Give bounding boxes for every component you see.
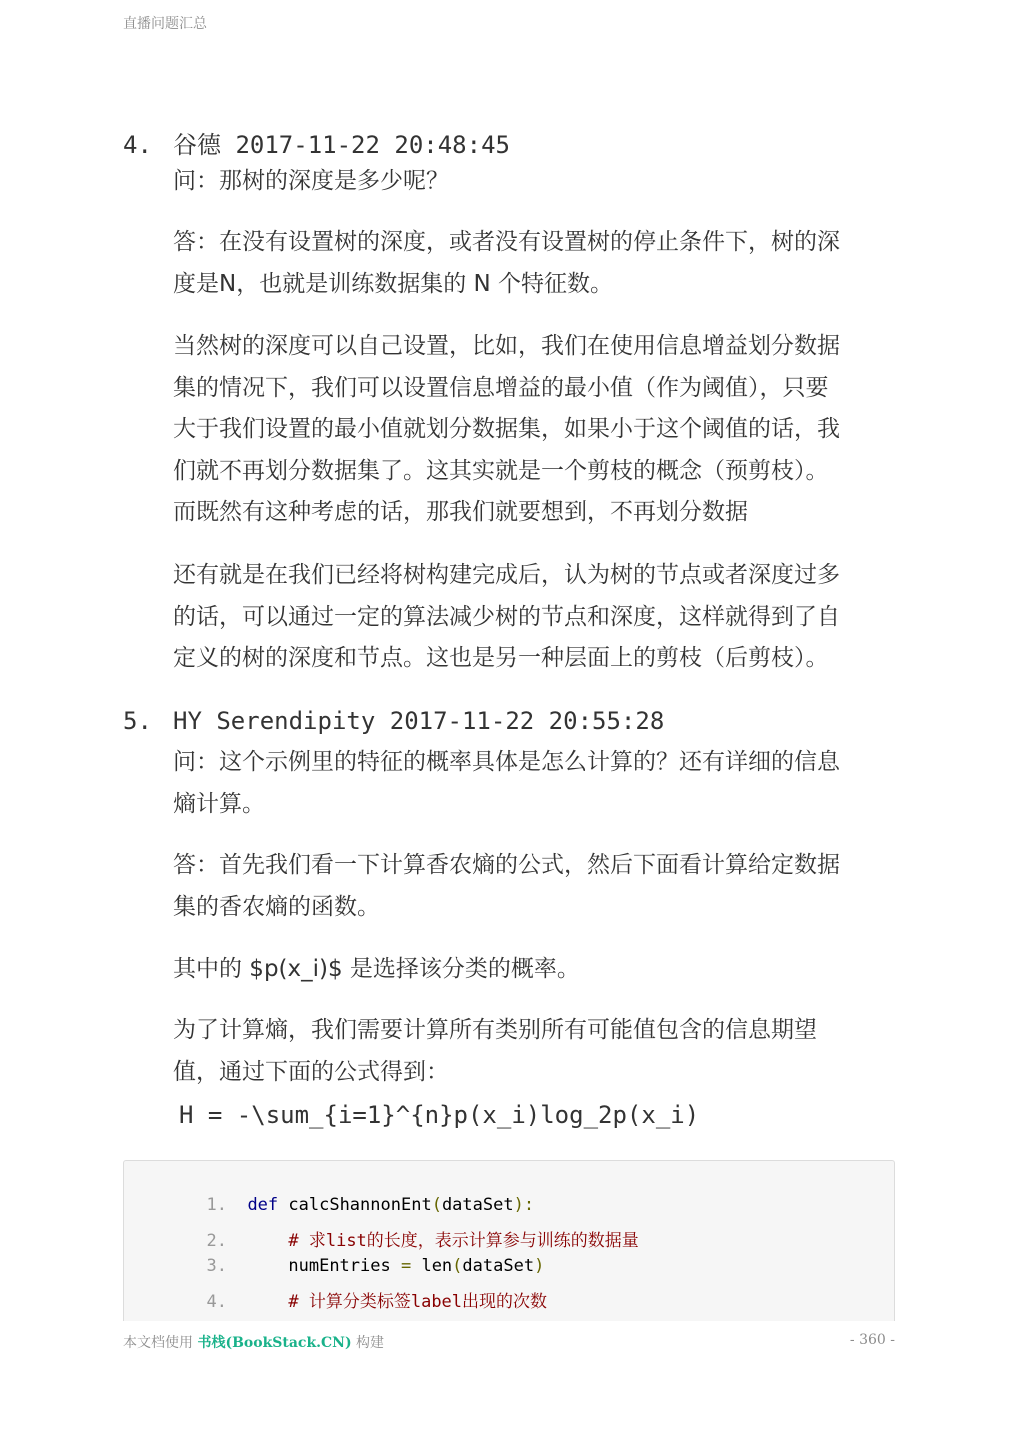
paragraph [173, 742, 895, 825]
text-line: 其中的 $p(x_i)$ 是选择该分类的概率。 [173, 956, 580, 982]
text-line: 答：首先我们看一下计算香农熵的公式，然后下面看计算给定数据 [173, 852, 840, 878]
paragraph [173, 222, 895, 305]
text-line: 大于我们设置的最小值就划分数据集，如果小于这个阈值的话，我 [173, 416, 840, 442]
paragraph [173, 845, 895, 928]
text-line: 定义的树的深度和节点。这也是另一种层面上的剪枝（后剪枝）。 [173, 645, 829, 671]
running-header: 直播问题汇总 [123, 16, 207, 32]
text-line: 熵计算。 [173, 790, 265, 817]
function-call: len [411, 1256, 453, 1276]
code-block [123, 1160, 895, 1321]
text-line: 问：这个示例里的特征的概率具体是怎么计算的？还有详细的信息 [173, 749, 840, 775]
item-heading-4 [123, 125, 510, 160]
argument: dataSet [441, 1195, 514, 1215]
text-line: 们就不再划分数据集了。这其实就是一个剪枝的概念（预剪枝）。 [173, 457, 829, 484]
footer-prefix: 本文档使用 [123, 1335, 198, 1351]
code-comment: # 求list的长度，表示计算参与训练的数据量 [247, 1231, 639, 1251]
argument: dataSet [462, 1256, 535, 1276]
text-line: 而既然有这种考虑的话，那我们就要想到，不再划分数据 [173, 499, 748, 525]
paren: ( [452, 1256, 463, 1276]
paren: ( [431, 1195, 442, 1215]
text-line: 问：那树的深度是多少呢？ [173, 168, 449, 194]
line-number: 2. [206, 1231, 227, 1251]
paragraph [173, 161, 895, 203]
line-number: 3. [206, 1256, 227, 1276]
text-line: 集的香农熵的函数。 [173, 893, 380, 920]
text-line: 还有就是在我们已经将树构建完成后，认为树的节点或者深度过多 [173, 562, 840, 588]
line-number: 4. [206, 1292, 227, 1312]
keyword: def [247, 1195, 279, 1215]
paragraph [173, 949, 895, 991]
text-line: 值，通过下面的公式得到： [173, 1058, 449, 1085]
code-line [124, 1236, 545, 1276]
footer-suffix: 构建 [351, 1335, 385, 1351]
bookstack-link[interactable]: 书栈(BookStack.CN) [197, 1335, 352, 1351]
code-line [124, 1206, 639, 1251]
page-number: - 360 - [849, 1332, 895, 1348]
text-line: 为了计算熵，我们需要计算所有类别所有可能值包含的信息期望 [173, 1017, 817, 1043]
text-line: 的话，可以通过一定的算法减少树的节点和深度，这样就得到了自 [173, 603, 840, 630]
item-heading-5 [123, 707, 664, 735]
code-line [124, 1267, 548, 1312]
text-line: 答：在没有设置树的深度，或者没有设置树的停止条件下，树的深 [173, 229, 840, 255]
identifier: numEntries [247, 1256, 401, 1276]
paren: ): [513, 1195, 535, 1215]
function-name: calcShannonEnt [278, 1195, 432, 1215]
code-line [124, 1175, 535, 1215]
text-line: 度是N，也就是训练数据集的 N 个特征数。 [173, 270, 614, 297]
line-number: 1. [206, 1195, 227, 1215]
item-heading-text: HY Serendipity 2017-11-22 20:55:28 [173, 707, 665, 735]
text-line: 集的情况下，我们可以设置信息增益的最小值（作为阈值），只要 [173, 374, 829, 401]
entropy-formula: H = -\sum_{i=1}^{n}p(x_i)log_2p(x_i) [179, 1101, 700, 1129]
item-heading-text: 谷德 2017-11-22 20:48:45 [173, 131, 510, 159]
paragraph [173, 555, 895, 680]
item-number: 4. [123, 131, 152, 159]
footer-credit [123, 1332, 384, 1352]
paragraph [173, 326, 895, 534]
text-line: 当然树的深度可以自己设置，比如，我们在使用信息增益划分数据 [173, 333, 840, 359]
item-number: 5. [123, 707, 152, 735]
paragraph [173, 1010, 895, 1093]
code-comment: # 计算分类标签label出现的次数 [247, 1292, 548, 1312]
operator: = [400, 1256, 412, 1276]
paren: ) [534, 1256, 545, 1276]
